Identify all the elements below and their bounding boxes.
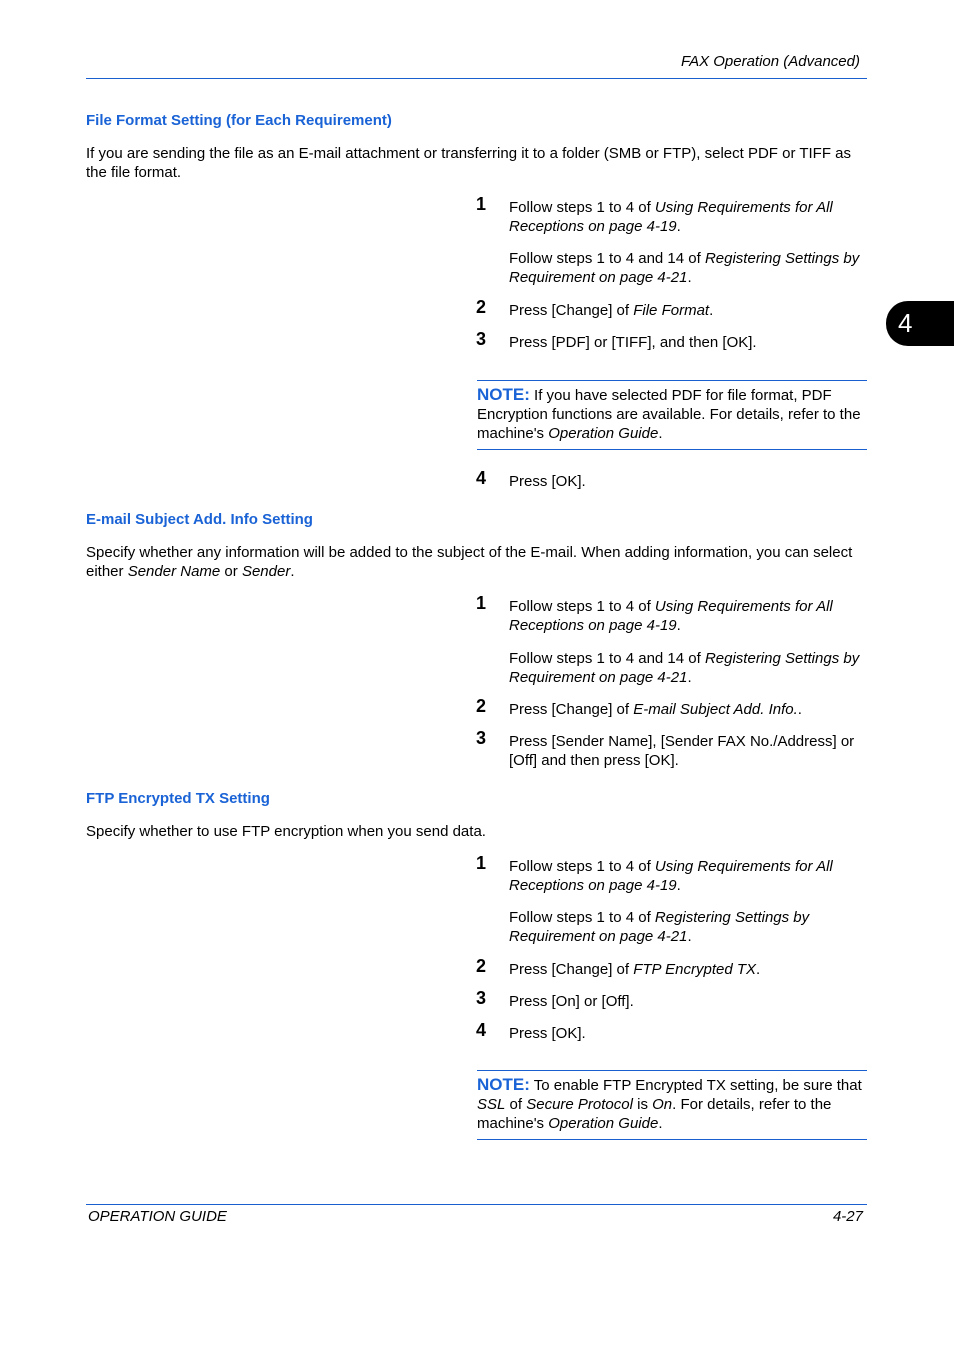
note-box: NOTE: To enable FTP Encrypted TX setting, be sure that SSL of Secure Protocol is On. For details, refer to the machine's Operation Guide. <box>477 1070 867 1140</box>
step-text-alt: Follow steps 1 to 4 and 14 of Registering Settings by Requirement on page 4-21. <box>509 650 860 686</box>
note-label: NOTE: <box>477 385 530 404</box>
section-intro-ftp-encrypted: Specify whether to use FTP encryption when you send data. <box>86 823 486 840</box>
footer-guide-title: OPERATION GUIDE <box>88 1208 227 1225</box>
section-intro-file-format: If you are sending the file as an E-mail attachment or transferring it to a folder (SMB or FTP), select PDF or TIFF as the file format. <box>86 145 852 181</box>
step-text: Press [Change] of FTP Encrypted TX. <box>509 961 761 978</box>
step-text-alt: Follow steps 1 to 4 of Registering Settings by Requirement on page 4-21. <box>509 909 810 945</box>
step-item <box>476 956 876 979</box>
step-text: Follow steps 1 to 4 of Using Requirements for All Receptions on page 4-19. <box>509 598 833 634</box>
step-item <box>476 696 876 719</box>
step-number: 2 <box>476 297 487 317</box>
step-number: 1 <box>476 593 487 613</box>
section-heading-ftp-encrypted: FTP Encrypted TX Setting <box>86 790 270 807</box>
page-number: 4-27 <box>832 1208 863 1225</box>
step-text: Follow steps 1 to 4 of Using Requirements for All Receptions on page 4-19. <box>509 199 833 235</box>
step-item <box>476 988 876 1011</box>
step-item <box>476 194 876 287</box>
step-item <box>476 728 876 770</box>
step-number: 1 <box>476 194 487 214</box>
step-text: Press [OK]. <box>509 1025 586 1042</box>
note-box: NOTE: If you have selected PDF for file format, PDF Encryption functions are available. For details, refer to the machine's Operation Guide. <box>477 380 867 450</box>
step-item <box>476 1020 876 1043</box>
header-rule <box>86 78 867 79</box>
step-text-alt: Follow steps 1 to 4 and 14 of Registering Settings by Requirement on page 4-21. <box>509 250 860 286</box>
step-item <box>476 297 876 320</box>
step-item <box>476 329 876 352</box>
step-number: 4 <box>476 1020 487 1040</box>
step-text: Press [OK]. <box>509 473 586 490</box>
section-heading-email-subject: E-mail Subject Add. Info Setting <box>86 511 313 528</box>
step-number: 3 <box>476 988 487 1008</box>
section-intro-email-subject: Specify whether any information will be added to the subject of the E-mail. When adding information, you can select either Sender Name or Sender. <box>86 544 853 580</box>
step-text: Follow steps 1 to 4 of Using Requirements for All Receptions on page 4-19. <box>509 858 833 894</box>
step-text: Press [Change] of File Format. <box>509 302 714 319</box>
step-number: 3 <box>476 728 487 748</box>
step-number: 2 <box>476 956 487 976</box>
step-item <box>476 593 876 687</box>
note-label: NOTE: <box>477 1075 530 1094</box>
step-number: 2 <box>476 696 487 716</box>
step-number: 3 <box>476 329 487 349</box>
step-item <box>476 853 876 946</box>
step-item <box>476 468 876 491</box>
section-heading-file-format: File Format Setting (for Each Requirement) <box>86 112 392 129</box>
chapter-tab[interactable]: 4 <box>886 301 954 346</box>
step-text: Press [Sender Name], [Sender FAX No./Address] or [Off] and then press [OK]. <box>509 733 855 769</box>
step-text: Press [On] or [Off]. <box>509 993 634 1010</box>
footer-rule <box>86 1204 867 1205</box>
running-header: FAX Operation (Advanced) <box>681 53 860 70</box>
step-text: Press [PDF] or [TIFF], and then [OK]. <box>509 334 757 351</box>
step-text: Press [Change] of E-mail Subject Add. Info.. <box>509 701 802 718</box>
step-number: 1 <box>476 853 487 873</box>
step-number: 4 <box>476 468 487 488</box>
